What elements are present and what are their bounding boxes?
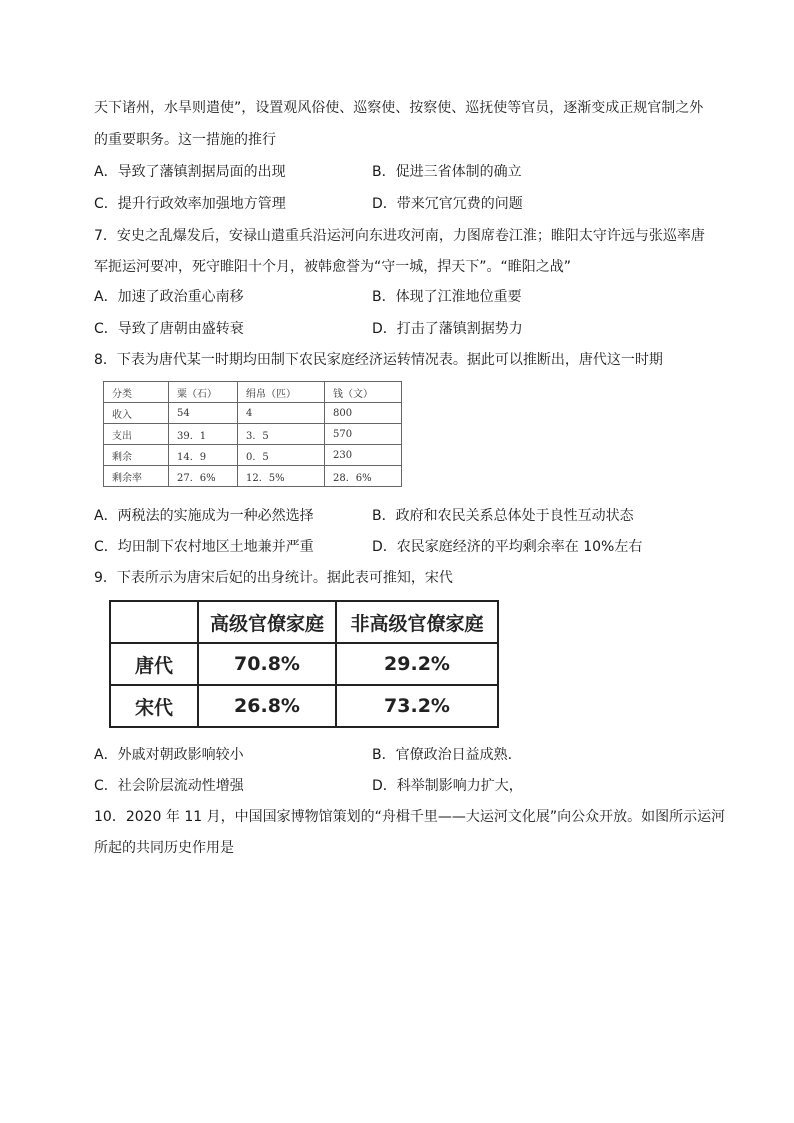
table-row <box>104 424 402 445</box>
table-row <box>104 445 402 466</box>
q7-stem-line-1: 7．安史之乱爆发后，安禄山遣重兵沿运河向东进攻河南，力图席卷江淮；睢阳太守许远与张巡率唐 <box>94 228 705 244</box>
table-header-cell: 钱（文） <box>325 382 402 403</box>
table-row <box>110 685 498 727</box>
table-header-cell: 分类 <box>104 382 169 403</box>
table-row-header: 唐代 <box>110 643 198 685</box>
table-header-row <box>104 382 402 403</box>
table-cell: 支出 <box>104 424 169 445</box>
table-header-cell <box>110 601 198 643</box>
table-cell: 70.8% <box>198 643 336 685</box>
q8-stem: 8．下表为唐代某一时期均田制下农民家庭经济运转情况表。据此可以推断出，唐代这一时期 <box>94 352 663 368</box>
q8-table <box>103 381 402 487</box>
q7-option-c: C．导致了唐朝由盛转衰 <box>94 321 244 337</box>
table-header-row <box>110 601 498 643</box>
q9-option-a: A．外戚对朝政影响较小 <box>94 747 244 763</box>
q9-option-b: B．官僚政治日益成熟. <box>372 747 513 763</box>
q7-option-a: A．加速了政治重心南移 <box>94 289 244 305</box>
q6-option-a: A．导致了藩镇割据局面的出现 <box>94 164 286 180</box>
table-cell: 12．5% <box>238 466 325 487</box>
table-header-cell: 绢帛（匹） <box>238 382 325 403</box>
q9-stem: 9．下表所示为唐宋后妃的出身统计。据此表可推知，宋代 <box>94 570 453 586</box>
table-cell: 39．1 <box>169 424 238 445</box>
table-row-header: 宋代 <box>110 685 198 727</box>
q6-option-b: B．促进三省体制的确立 <box>372 164 522 180</box>
q8-option-b: B．政府和农民关系总体处于良性互动状态 <box>372 508 634 524</box>
q8-option-d: D．农民家庭经济的平均剩余率在 10%左右 <box>372 539 643 555</box>
q9-table <box>109 600 499 728</box>
q8-option-a: A．两税法的实施成为一种必然选择 <box>94 508 314 524</box>
q7-stem-line-2: 军扼运河要冲，死守睢阳十个月，被韩愈誉为“守一城，捍天下”。“睢阳之战” <box>94 259 572 275</box>
table-row <box>104 403 402 424</box>
table-cell: 14．9 <box>169 445 238 466</box>
table-header-cell: 粟（石） <box>169 382 238 403</box>
table-header-cell: 高级官僚家庭 <box>198 601 336 643</box>
table-cell: 29.2% <box>336 643 498 685</box>
q10-stem-line-2: 所起的共同历史作用是 <box>94 840 234 856</box>
q6-stem-line-2: 的重要职务。这一措施的推行 <box>94 132 276 148</box>
table-cell: 570 <box>325 424 402 445</box>
q10-stem-line-1: 10．2020 年 11 月，中国国家博物馆策划的“舟楫千里——大运河文化展”向公众开放。如图所示运河 <box>94 809 726 825</box>
table-cell: 收入 <box>104 403 169 424</box>
table-cell: 剩余率 <box>104 466 169 487</box>
table-row <box>110 643 498 685</box>
table-cell: 230 <box>325 445 402 466</box>
table-cell: 0．5 <box>238 445 325 466</box>
table-header-cell: 非高级官僚家庭 <box>336 601 498 643</box>
q6-option-c: C．提升行政效率加强地方管理 <box>94 196 286 212</box>
table-cell: 800 <box>325 403 402 424</box>
table-cell: 26.8% <box>198 685 336 727</box>
q6-stem-line-1: 天下诸州，水旱则遣使”，设置观风俗使、巡察使、按察使、巡抚使等官员，逐渐变成正规官制之外 <box>94 100 704 116</box>
table-cell: 54 <box>169 403 238 424</box>
q7-option-b: B．体现了江淮地位重要 <box>372 289 522 305</box>
table-cell: 剩余 <box>104 445 169 466</box>
table-row <box>104 466 402 487</box>
q9-option-c: C．社会阶层流动性增强 <box>94 778 244 794</box>
table-cell: 73.2% <box>336 685 498 727</box>
q9-option-d: D．科举制影响力扩大， <box>372 778 523 794</box>
table-cell: 27．6% <box>169 466 238 487</box>
q8-option-c: C．均田制下农村地区土地兼并严重 <box>94 539 314 555</box>
table-cell: 3．5 <box>238 424 325 445</box>
q6-option-d: D．带来冗官冗费的问题 <box>372 196 523 212</box>
table-cell: 4 <box>238 403 325 424</box>
table-cell: 28．6% <box>325 466 402 487</box>
q7-option-d: D．打击了藩镇割据势力 <box>372 321 523 337</box>
